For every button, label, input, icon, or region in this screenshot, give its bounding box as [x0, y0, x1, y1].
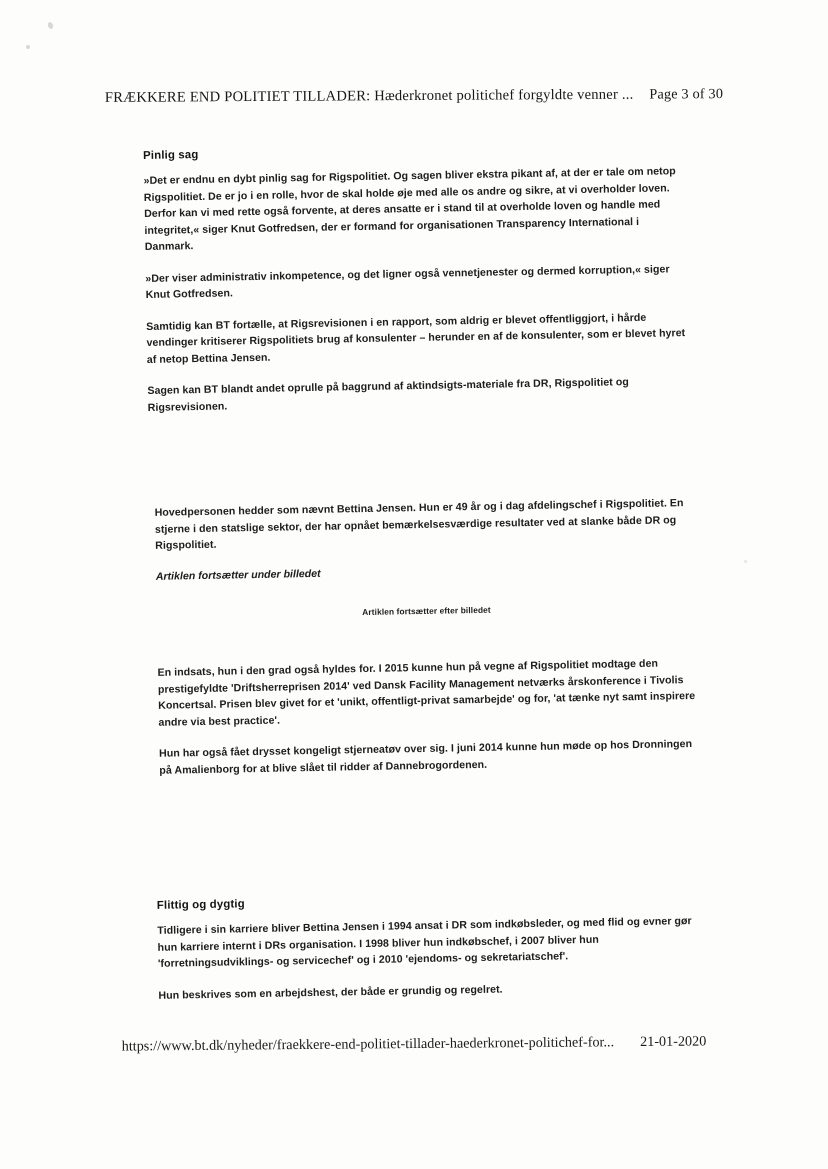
paragraph: Hun har også fået drysset kongeligt stjerneatøv over sig. I juni 2014 kunne hun møde op hos Dronningen på Amalienborg for at blive slået til ridder af Dannebrogordenen. [158, 738, 693, 777]
image-caption: Artiklen fortsætter efter billedet [362, 605, 491, 618]
article-body [143, 140, 696, 1002]
paragraph: »Der viser administrativ inkompetence, og det ligner også vennetjenester og dermed korruption,« siger Knut Gotfredsen. [145, 262, 670, 302]
paragraph: Hun beskrives som en arbejdshest, der både er grundig og regelret. [158, 983, 503, 1002]
source-url: https://www.bt.dk/nyheder/fraekkere-end-politiet-tillader-haederkronet-politichef-for... [121, 1034, 615, 1055]
paragraph: Tidligere i sin karriere bliver Bettina Jensen i 1994 ansat i DR som indkøbsleder, og med flid og evner gør hun karriere internt i DRs organisation. I 1998 bliver hun indkøbschef, i 2007 bliver hun 'forretningsudviklings- og servicechef' og i 2010 'ejendoms- og sekretariatschef'. [157, 915, 692, 970]
scan-speckle-icon [26, 45, 30, 49]
section-heading-pinlig-sag: Pinlig sag [143, 148, 199, 162]
document-title: FRÆKKERE END POLITIET TILLADER: Hæderkronet politichef forgyldte venner ... [104, 86, 634, 106]
paragraph: En indsats, hun i den grad også hyldes for. I 2015 kunne hun på vegne af Rigspolitiet modtage den prestigefyldte 'Driftsherreprisen 2014' ved Dansk Facility Management netværks årskonference i Tivolis Koncertsal. Prisen blev givet for et 'unikt, offentligt-privat samarbejde' og for, 'at tænke nyt samt inspirere andre via best practice'. [157, 657, 696, 729]
article-section-hyldest [157, 655, 699, 794]
image-continues-note: Artiklen fortsætter under billedet [155, 567, 321, 583]
print-header [0, 85, 828, 107]
paragraph: Sagen kan BT blandt andet oprulle på baggrund af aktindsigts-materiale fra DR, Rigspolitiet og Rigsrevisionen. [147, 376, 629, 414]
paragraph: Samtidig kan BT fortælle, at Rigsrevisionen i en rapport, som aldrig er blevet offentliggjort, i hårde vendinger kritiserer Rigspolitiets brug af konsulenter – herunder en af de konsulenter, som er blevet hyret af netop Bettina Jensen. [146, 311, 686, 366]
page-number: Page 3 of 30 [649, 86, 724, 103]
scan-speckle-icon [744, 560, 747, 563]
scan-speckle-icon [47, 21, 54, 29]
paragraph: »Det er endnu en dybt pinlig sag for Rigspolitiet. Og sagen bliver ekstra pikant af, at der er tale om netop Rigspolitiet. De er jo i en rolle, hvor de skal holde øje med alle os andre og sikre, at vi overholder loven. Derfor kan vi med rette også forvente, at deres ansatte er i stand til at overholde loven og handle med integritet,« siger Knut Gotfredsen, der er formand for organisationen Transparency International i Danmark. [143, 165, 676, 254]
print-date: 21-01-2020 [640, 1033, 707, 1051]
paragraph: Hovedpersonen hedder som nævnt Bettina Jensen. Hun er 49 år og i dag afdelingschef i Rigspolitiet. En stjerne i den statslige sektor, der har opnået bemærkelsesværdige resultater ved at slanke både DR og Rigspolitiet. [154, 497, 684, 552]
article-section-pinlig-sag [143, 140, 688, 431]
print-footer [0, 1032, 828, 1056]
article-section-flittig-og-dygtig [157, 890, 699, 1019]
section-heading-flittig-og-dygtig: Flittig og dygtig [156, 898, 245, 912]
